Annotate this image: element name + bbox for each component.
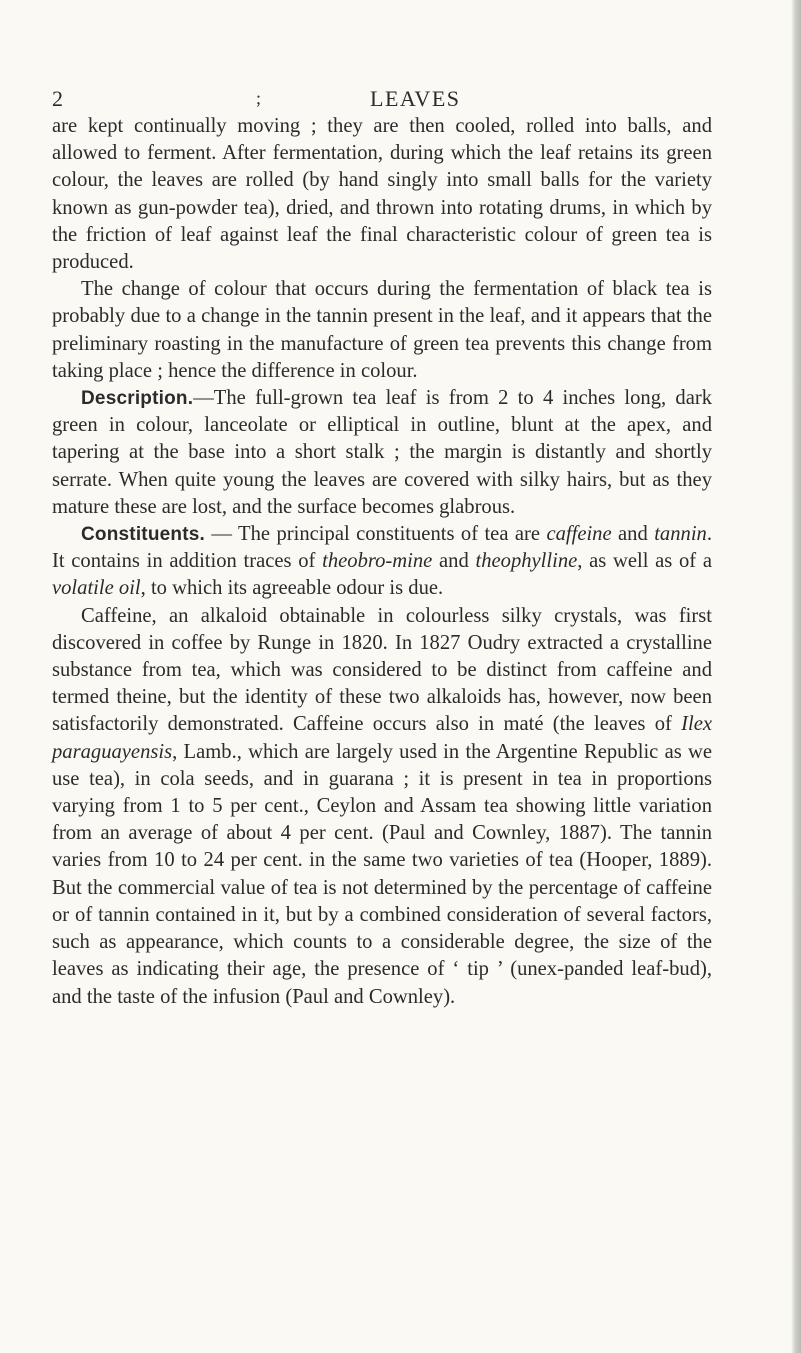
page-header [52,86,708,116]
constituents-text-1: — The principal constituents of tea are [205,523,547,546]
page-edge-shadow [791,0,801,1353]
paragraph-caffeine [52,603,712,1011]
constituents-text-6: , to which its agreeable odour is due. [140,577,444,600]
term-ilex-paraguayensis: Ilex paraguayensis [52,713,712,763]
term-theobromine: theobro-mine [322,550,433,573]
constituents-text-4: and [432,550,476,573]
term-tannin: tannin [654,523,707,546]
description-text: —The full-grown tea leaf is from 2 to 4 inches long, dark green in colour, lanceolate or elliptical in outline, blunt at the apex, and tapering at the base into a short stalk ; the margin is distantly and shortly serrate. When quite young the leaves are covered with silky hairs, but as they mature these are lost, and the surface becomes glabrous. [52,387,712,518]
description-heading: Description. [81,388,194,410]
term-caffeine: caffeine [546,523,612,546]
paragraph-green-tea-process: are kept continually moving ; they are then cooled, rolled into balls, and allowed to ferment. After fermentation, during which the leaf retains its green colour, the leaves are rolled (by hand singly into small balls for the variety known as gun-powder tea), dried, and thrown into rotating drums, in which by the friction of leaf against leaf the final characteristic colour of green tea is produced. [52,115,712,274]
constituents-heading: Constituents. [81,524,205,546]
paragraph-colour-change: The change of colour that occurs during the fermentation of black tea is probably due to a change in the tannin present in the leaf, and it appears that the preliminary roasting in the manufacture of green tea prevents this change from taking place ; hence the difference in colour. [52,278,712,382]
paragraph-constituents [52,521,712,603]
term-theophylline: theophylline [475,550,578,573]
caffeine-text-2: , Lamb., which are largely used in the Argentine Republic as we use tea), in cola seeds, and in guarana ; it is present in tea in proportions varying from 1 to 5 per cent., Ceylon and Assam tea showing little variation from an average of about 4 per cent. (Paul and Cownley, 1887). The tannin varies from 10 to 24 per cent. in the same two varieties of tea (Hooper, 1889). But the commercial value of tea is not determined by the percentage of caffeine or of tannin contained in it, but by a combined consideration of several factors, such as appearance, which counts to a considerable degree, the size of the leaves as indicating their age, the presence of ‘ tip ’ (unex-panded leaf-bud), and the taste of the infusion (Paul and Cownley). [52,740,712,1008]
header-mark: ; [256,88,263,108]
constituents-text-3: . It contains in addition traces of [52,523,712,573]
running-title: LEAVES [370,86,461,111]
paragraph-description [52,385,712,521]
term-volatile-oil: volatile oil [52,577,141,600]
page-number: 2 [52,86,64,111]
constituents-text-2: and [611,523,655,546]
body-text [52,113,712,1011]
constituents-text-5: , as well as of a [577,550,713,573]
caffeine-text-1: Caffeine, an alkaloid obtainable in colourless silky crystals, was first discovered in coffee by Runge in 1820. In 1827 Oudry extracted a crystalline substance from tea, which was considered to be distinct from caffeine and termed theine, but the identity of these two alkaloids has, however, now been satisfactorily demonstrated. Caffeine occurs also in maté (the leaves of [52,604,712,736]
